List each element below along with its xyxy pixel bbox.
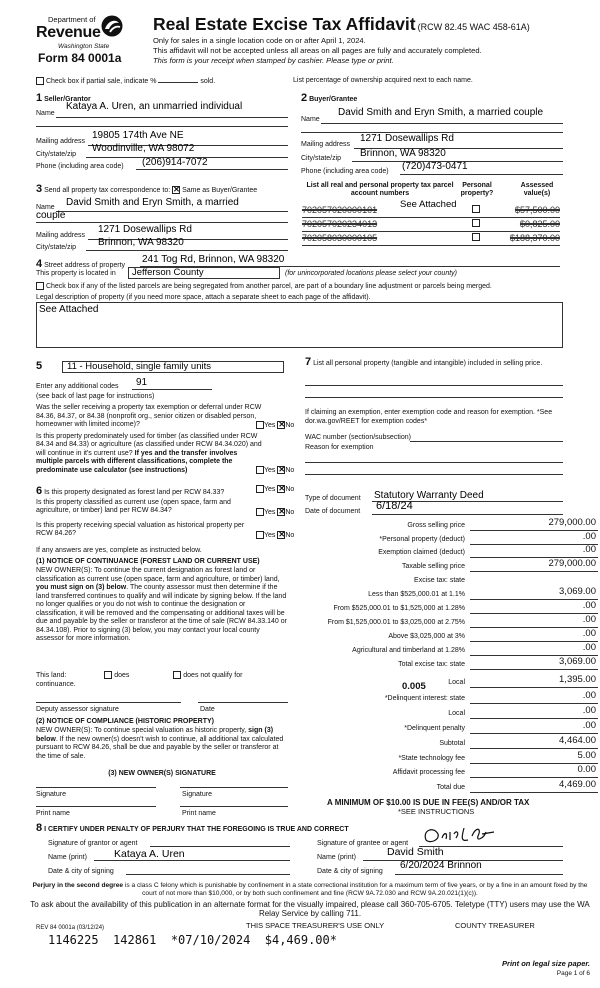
header-note-3: This form is your receipt when stamped by cashier. Please type or print.: [153, 56, 394, 65]
treasurer-use-label: THIS SPACE TREASURER'S USE ONLY: [246, 921, 385, 930]
additional-codes-field[interactable]: 91: [136, 377, 148, 388]
tax-row-value[interactable]: [470, 737, 598, 749]
local-rate: 0.005: [402, 681, 426, 692]
corr-name-label: Name: [36, 204, 55, 211]
timber-question-b: If yes and the transfer involves multiple parcels with different classifications, complete the predominate use calculator (see instructions): [36, 449, 238, 474]
correspondence-row: [36, 183, 257, 196]
legal-description-field[interactable]: [36, 302, 563, 348]
tax-row-value[interactable]: [470, 588, 598, 600]
exemption-yes-no: [256, 421, 294, 430]
street-label: Street address of property: [44, 262, 126, 269]
notice-continuance-bold: you must sign on (3) below: [36, 584, 127, 591]
tax-amount: .00: [582, 614, 596, 626]
buyer-name-field[interactable]: David Smith and Eryn Smith, a married couple: [338, 107, 544, 118]
legal-label: Legal description of property (if you need more space, attach a separate sheet to each page of the affidavit).: [36, 294, 371, 301]
historic-question: Is this property receiving special valuation as historical property per RCW 84.26?: [36, 522, 245, 538]
grantor-name-label: Name (print): [48, 854, 87, 861]
tax-row-value[interactable]: [470, 781, 598, 793]
yes-label: Yes: [264, 466, 276, 474]
continuance-label: continuance.: [36, 681, 76, 688]
tax-amount: .00: [582, 531, 596, 543]
tax-row-label: Local: [448, 679, 465, 686]
corr-name-field-2[interactable]: couple: [36, 210, 66, 221]
section-6-number: 6: [36, 485, 43, 497]
tax-row-value[interactable]: [470, 658, 598, 670]
personal-property-checkbox[interactable]: [472, 233, 480, 241]
tax-amount: .00: [582, 600, 596, 612]
perjury-bold: Perjury in the second degree: [32, 882, 124, 889]
timber-yes-checkbox[interactable]: [256, 466, 264, 474]
parcels-see-attached: See Attached: [400, 199, 457, 210]
tax-amount: 1,395.00: [559, 674, 596, 686]
parcel-assessed-value: $188,370.00: [509, 233, 560, 243]
tax-row-value[interactable]: [470, 644, 598, 656]
notice-continuance-a: NEW OWNER(S): To continue the current designation as forest land or classification as current use (open space, farm and agriculture, or timber) land,: [36, 567, 280, 583]
section-7-label: [305, 358, 563, 369]
grantee-signature-label: Signature of grantee or agent: [317, 840, 409, 847]
additional-codes-label: Enter any additional codes: [36, 383, 119, 390]
notice-continuance-heading: (1) NOTICE OF CONTINUANCE (FOREST LAND OR CURRENT USE): [36, 558, 260, 565]
deputy-signature-label: Deputy assessor signature: [36, 706, 119, 713]
yes-label: Yes: [264, 508, 276, 516]
parcel-row: [302, 233, 570, 245]
perjury-text: is a class C felony which is punishable by confinement in a state correctional institution for a maximum term of five years, or by a fine in an amount fixed by the court of not more than $10,000, or by both such confinement and fine (RCW 9A.72.030 and RCW 9A.20.021(1)(c)).: [123, 882, 588, 898]
tax-row-label: Agricultural and timberland at 1.28%: [352, 647, 465, 654]
use-code-value: 11 - Household, single family units: [67, 361, 211, 372]
this-land-label: This land:: [36, 671, 67, 679]
ownership-note: List percentage of ownership acquired next to each name.: [293, 77, 473, 84]
personal-property-label: List all personal property (tangible and intangible) included in selling price.: [313, 360, 543, 367]
tax-row-label: Above $3,025,000 at 3%: [388, 633, 465, 640]
form-number: Form 84 0001a: [38, 51, 122, 65]
tax-row-label: Excise tax: state: [414, 577, 465, 584]
tax-amount: .00: [582, 628, 596, 640]
tax-row-value[interactable]: [470, 533, 598, 545]
tax-row-value[interactable]: [470, 676, 598, 688]
timber-question-a: Is this property predominately used for timber (as classified under RCW 84.34 and 84.33) or agriculture (as classified under RCW 84.34.020) and will continue in it's current use?: [36, 433, 262, 457]
owner-print-name-label: Print name: [36, 810, 70, 817]
forest-question: Is this property designated as forest land per RCW 84.33?: [44, 489, 225, 496]
forest-no-checkbox[interactable]: [277, 485, 285, 493]
minimum-due-note: A MINIMUM OF $10.00 IS DUE IN FEE(S) AND/OR TAX: [327, 798, 530, 807]
tax-row-value[interactable]: [470, 752, 598, 764]
land-does-not-label: does not qualify for: [183, 671, 243, 679]
grantee-name-label: Name (print): [317, 854, 356, 861]
notice-compliance-bold: sign (3) below: [36, 727, 274, 743]
correspondence-label: Send all property tax correspondence to:: [44, 187, 171, 194]
parcel-number: 702057020234013: [302, 219, 378, 229]
form-statute: (RCW 82.45 WAC 458-61A): [417, 22, 530, 32]
section-1-number: 1: [36, 92, 43, 104]
tax-row-label: *State technology fee: [398, 755, 465, 762]
tax-row-value[interactable]: [470, 602, 598, 614]
doc-type-field[interactable]: Statutory Warranty Deed: [374, 490, 484, 501]
tax-amount: 3,069.00: [559, 656, 596, 668]
perjury-notice: [30, 882, 590, 898]
no-label: No: [285, 531, 295, 539]
wac-label: WAC number (section/subsection): [305, 434, 411, 441]
timber-question: [36, 433, 266, 475]
header-notes: [153, 36, 482, 66]
alt-format-notice: To ask about the availability of this publication in an alternate format for the visually impaired, please call 360-705-6705. Teletype (TTY) users may use the WA Relay Service by calling 711.: [30, 900, 590, 918]
tax-amount: 3,069.00: [559, 586, 596, 598]
buyer-address-field[interactable]: 1271 Dosewallips Rd: [360, 133, 454, 144]
new-owner-signature-heading: (3) NEW OWNER(S) SIGNATURE: [108, 770, 216, 777]
use-code-select[interactable]: [62, 361, 284, 373]
buyer-city-label: City/state/zip: [301, 155, 342, 162]
logo-mark-icon: [100, 14, 124, 40]
form-title-row: [153, 14, 530, 34]
seller-address-field[interactable]: 19805 174th Ave NE: [92, 130, 184, 141]
legal-description-value: See Attached: [39, 304, 99, 315]
tax-row-label: Taxable selling price: [401, 563, 465, 570]
tax-row-value[interactable]: [470, 766, 598, 778]
notice-compliance-heading: (2) NOTICE OF COMPLIANCE (HISTORIC PROPERTY): [36, 718, 214, 725]
buyer-phone-label: Phone (including area code): [301, 168, 389, 175]
seller-address-label: Mailing address: [36, 138, 86, 145]
current-use-yes-no: [256, 508, 294, 517]
header-note-2: This affidavit will not be accepted unless all areas on all pages are fully and accurately completed.: [153, 46, 482, 55]
seller-name-label: Name: [36, 110, 55, 117]
section-8-number: 8: [36, 822, 43, 834]
tax-row-label: From $1,525,000.01 to $3,025,000 at 2.75%: [327, 619, 465, 626]
street-label-row: [36, 258, 125, 271]
reason-label: Reason for exemption: [305, 444, 374, 451]
county-select[interactable]: [128, 267, 280, 279]
partial-sale-label: Check box if partial sale, indicate %: [45, 77, 157, 85]
tax-row-value[interactable]: [470, 546, 598, 558]
tax-row-label: Gross selling price: [407, 522, 465, 529]
exemption-yes-checkbox[interactable]: [256, 421, 264, 429]
county-value: Jefferson County: [132, 267, 204, 278]
parcel-row: [302, 219, 570, 231]
current-use-question: Is this property classified as current use (open space, farm and agriculture, or timber) land per RCW 84.34?: [36, 499, 231, 515]
segregated-label: Check box if any of the listed parcels are being segregated from another parcel, are part of a boundary line adjustment or parcels being merged.: [45, 282, 492, 290]
grantor-name-field[interactable]: Kataya A. Uren: [114, 848, 185, 860]
exempt-label: If claiming an exemption, enter exemption code and reason for exemption. *See dor.wa.gov/REET for exemption codes*: [305, 409, 553, 425]
tax-row-label: Total due: [436, 784, 465, 791]
tax-amount: .00: [582, 705, 596, 717]
tax-row-label: *Personal property (deduct): [379, 536, 465, 543]
owner-print-name-label-2: Print name: [182, 810, 216, 817]
doc-date-field[interactable]: 6/18/24: [376, 500, 413, 512]
tax-row-label: Subtotal: [439, 740, 465, 747]
buyer-heading: [301, 92, 357, 105]
forest-yes-no: [256, 485, 294, 494]
tax-row-label: From $525,000.01 to $1,525,000 at 1.28%: [333, 605, 465, 612]
parcels-col-personal: Personal property?: [460, 182, 494, 198]
certify-heading: I CERTIFY UNDER PENALTY OF PERJURY THAT THE FOREGOING IS TRUE AND CORRECT: [44, 826, 349, 833]
tax-amount: 0.00: [577, 764, 596, 776]
parcels-col-value: Assessed value(s): [520, 182, 554, 198]
corr-address-field[interactable]: 1271 Dosewallips Rd: [98, 224, 192, 235]
tax-amount: .00: [582, 690, 596, 702]
tax-row-value[interactable]: [470, 722, 598, 734]
seller-heading-label: Seller/Grantor: [44, 96, 91, 103]
grantee-date-label: Date & city of signing: [317, 868, 383, 875]
tax-row-value[interactable]: [470, 616, 598, 628]
yes-label: Yes: [264, 531, 276, 539]
county-treasurer-label: COUNTY TREASURER: [455, 921, 535, 930]
tax-row-value[interactable]: [470, 560, 598, 572]
deputy-date-label: Date: [200, 706, 215, 713]
logo-agency: Revenue: [36, 24, 101, 41]
seller-name-field[interactable]: Kataya A. Uren, an unmarried individual: [66, 101, 243, 112]
timber-yes-no: [256, 466, 294, 475]
tax-amount: 5.00: [577, 750, 596, 762]
tax-amount: 279,000.00: [548, 558, 596, 570]
buyer-heading-label: Buyer/Grantee: [309, 96, 358, 103]
corr-city-label: City/state/zip: [36, 244, 77, 251]
buyer-name-label: Name: [301, 116, 320, 123]
no-label: No: [285, 466, 295, 474]
personal-property-checkbox[interactable]: [472, 219, 480, 227]
tax-row-label: Less than $525,000.01 at 1.1%: [368, 591, 465, 598]
tax-row-value[interactable]: [470, 630, 598, 642]
notice-compliance-b: . If the new owner(s) doesn't wish to continue, all additional tax calculated pursuant to RCW 84.26, shall be due and payable by the seller or transferor at the time of sale.: [36, 735, 284, 760]
located-note: (for unincorporated locations please select your county): [285, 270, 457, 277]
if-yes-note: If any answers are yes, complete as instructed below.: [36, 547, 202, 554]
logo-dept-line: Department of: [48, 15, 96, 24]
buyer-city-field[interactable]: Brinnon, WA 98320: [360, 148, 446, 159]
seller-city-label: City/state/zip: [36, 151, 77, 158]
segregated-checkbox[interactable]: [36, 282, 44, 290]
parcel-assessed-value: $57,500.00: [514, 205, 560, 215]
doc-date-label: Date of document: [305, 508, 361, 515]
corr-city-field[interactable]: Brinnon, WA 98320: [98, 237, 184, 248]
seller-city-field[interactable]: Woodinville, WA 98072: [92, 143, 195, 154]
parcel-number: 702058030000105: [302, 233, 378, 243]
corr-address-label: Mailing address: [36, 232, 86, 239]
corr-name-field[interactable]: David Smith and Eryn Smith, a married: [66, 197, 239, 208]
doc-type-label: Type of document: [305, 495, 361, 502]
tax-row-value[interactable]: [470, 707, 598, 719]
street-address-field[interactable]: 241 Tog Rd, Brinnon, WA 98320: [142, 254, 285, 265]
parcel-number: 702057020000101: [302, 205, 378, 215]
tax-row-label: *Delinquent penalty: [404, 725, 465, 732]
tax-row-label: *Delinquent interest: state: [384, 695, 465, 702]
header-note-1: Only for sales in a single location code on or after April 1, 2024.: [153, 36, 366, 45]
current-use-yes-checkbox[interactable]: [256, 508, 264, 516]
exemption-question: Was the seller receiving a property tax exemption or deferral under RCW 84.36, 84.37, or 84.38 (nonprofit org., senior citizen or disabled person, homeowner with limited income)?: [36, 404, 262, 429]
certify-row: [36, 822, 349, 835]
partial-sale-checkbox[interactable]: [36, 77, 44, 85]
tax-row-value[interactable]: [470, 519, 598, 531]
exemption-no-checkbox[interactable]: [277, 421, 285, 429]
parcel-row: [302, 205, 570, 217]
tax-amount: 279,000.00: [548, 517, 596, 529]
section-5-number: 5: [36, 360, 43, 372]
section-3-number: 3: [36, 183, 43, 195]
revision-number: REV 84 0001a (03/12/24): [36, 925, 105, 931]
tax-amount: .00: [582, 720, 596, 732]
same-as-buyer-checkbox[interactable]: [172, 186, 180, 194]
tax-amount: 4,469.00: [559, 779, 596, 791]
forest-question-row: [36, 485, 224, 498]
personal-property-checkbox[interactable]: [472, 205, 480, 213]
partial-sale-row: [36, 77, 215, 86]
buyer-address-label: Mailing address: [301, 141, 351, 148]
tax-row-label: Local: [448, 710, 465, 717]
grantee-name-field[interactable]: David Smith: [387, 846, 444, 858]
tax-amount: .00: [582, 544, 596, 556]
current-use-no-checkbox[interactable]: [277, 508, 285, 516]
partial-sale-suffix: sold.: [200, 77, 216, 85]
tax-row-value[interactable]: [470, 692, 598, 704]
no-label: No: [285, 421, 295, 429]
same-as-buyer-label: Same as Buyer/Grantee: [182, 187, 258, 194]
grantee-signature-image: [420, 822, 500, 848]
treasurer-stamp: 1146225 142861 *07/10/2024 $4,469.00*: [48, 933, 337, 947]
tax-row-label: Exemption claimed (deduct): [378, 549, 465, 556]
owner-signature-label: Signature: [36, 791, 66, 798]
land-does-label: does: [114, 671, 130, 679]
page-number: Page 1 of 6: [556, 970, 590, 977]
seller-phone-label: Phone (including area code): [36, 163, 124, 170]
tax-row-label: Total excise tax: state: [398, 661, 465, 668]
parcels-col-accounts: List all real and personal property tax parcel account numbers: [306, 182, 454, 198]
notice-compliance-a: NEW OWNER(S): To continue special valuation as historic property,: [36, 727, 249, 734]
located-label: This property is located in: [36, 270, 116, 277]
grantor-signature-label: Signature of grantor or agent: [48, 840, 138, 847]
tax-amount: .00: [582, 642, 596, 654]
owner-signature-label-2: Signature: [182, 791, 212, 798]
land-does-checkbox[interactable]: [104, 671, 112, 679]
land-does-not-checkbox[interactable]: [173, 671, 181, 679]
section-7-number: 7: [305, 356, 312, 368]
yes-label: Yes: [264, 485, 276, 493]
segregated-row: [36, 282, 492, 291]
parcel-assessed-value: $0,825.00: [519, 219, 560, 229]
no-label: No: [285, 485, 295, 493]
additional-codes-note: (see back of last page for instructions): [36, 393, 155, 400]
section-4-number: 4: [36, 258, 43, 270]
tax-amount: 4,464.00: [559, 735, 596, 747]
yes-label: Yes: [264, 421, 276, 429]
logo-state: Washington State: [58, 43, 110, 50]
section-2-number: 2: [301, 92, 308, 104]
timber-no-checkbox[interactable]: [277, 466, 285, 474]
buyer-phone-field[interactable]: (720)473-0471: [402, 161, 468, 172]
seller-phone-field[interactable]: (206)914-7072: [142, 157, 208, 168]
no-label: No: [285, 508, 295, 516]
form-title: Real Estate Excise Tax Affidavit: [153, 14, 416, 34]
legal-paper-note: Print on legal size paper.: [502, 959, 590, 968]
tax-row-label: Affidavit processing fee: [392, 769, 465, 776]
grantee-date-field[interactable]: 6/20/2024 Brinnon: [400, 860, 482, 871]
grantor-date-label: Date & city of signing: [48, 868, 114, 875]
forest-yes-checkbox[interactable]: [256, 485, 264, 493]
notice-continuance-b: . The county assessor must then determine if the land transferred continues to qualify and will indicate by signing below. If the land no longer qualifies or you do not wish to continue the designation or classification, it will be removed and the compensating or additional taxes will be due and payable by the seller or transferor at the time of sale (RCW 84.33.140 or 84.34.108). Prior to signing (3) below, you may contact your local county assessor for more information.: [36, 584, 287, 642]
see-instructions: *SEE INSTRUCTIONS: [398, 807, 475, 816]
